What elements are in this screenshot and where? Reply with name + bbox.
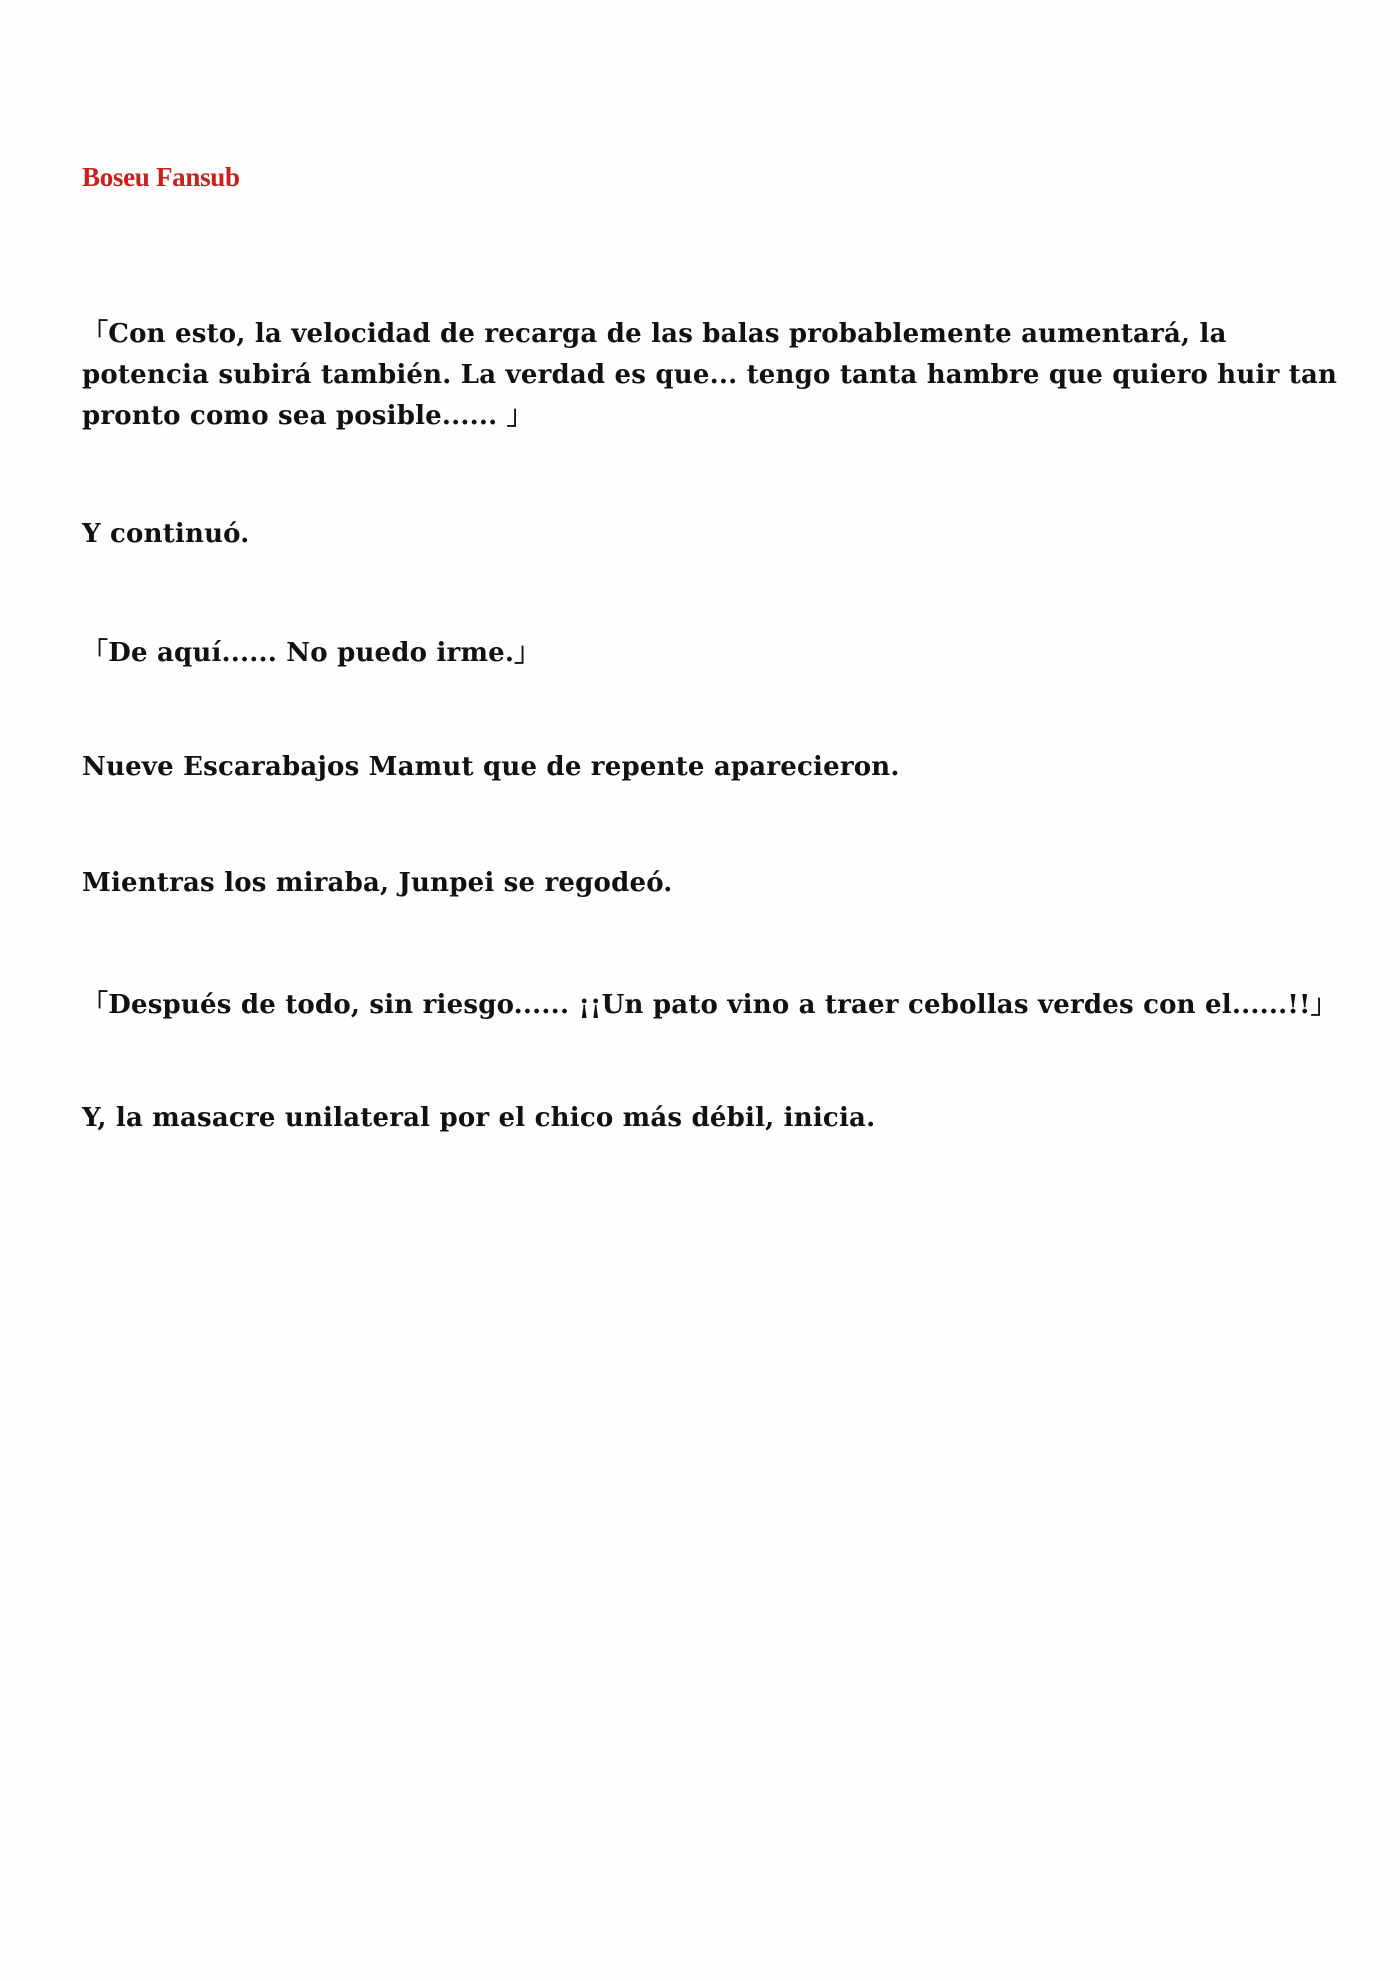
paragraph-narration-4: Y, la masacre unilateral por el chico más débil, inicia. [82, 1103, 876, 1133]
paragraph-dialogue-2: 「De aquí...... No puedo irme.」 [82, 638, 541, 668]
paragraph-narration-2: Nueve Escarabajos Mamut que de repente aparecieron. [82, 752, 900, 782]
paragraph-narration-3: Mientras los miraba, Junpei se regodeó. [82, 868, 673, 898]
fansub-credit: Boseu Fansub [82, 162, 240, 192]
paragraph-dialogue-3: 「Después de todo, sin riesgo...... ¡¡Un pato vino a traer cebollas verdes con el......!!」 [82, 990, 1337, 1020]
paragraph-narration-1: Y continuó. [82, 519, 250, 549]
paragraph-dialogue-1: 「Con esto, la velocidad de recarga de las balas probablemente aumentará, la potencia subirá también. La verdad es que... tengo tanta hambre que quiero huir tan pronto como sea posible...... 」 [82, 319, 1338, 431]
